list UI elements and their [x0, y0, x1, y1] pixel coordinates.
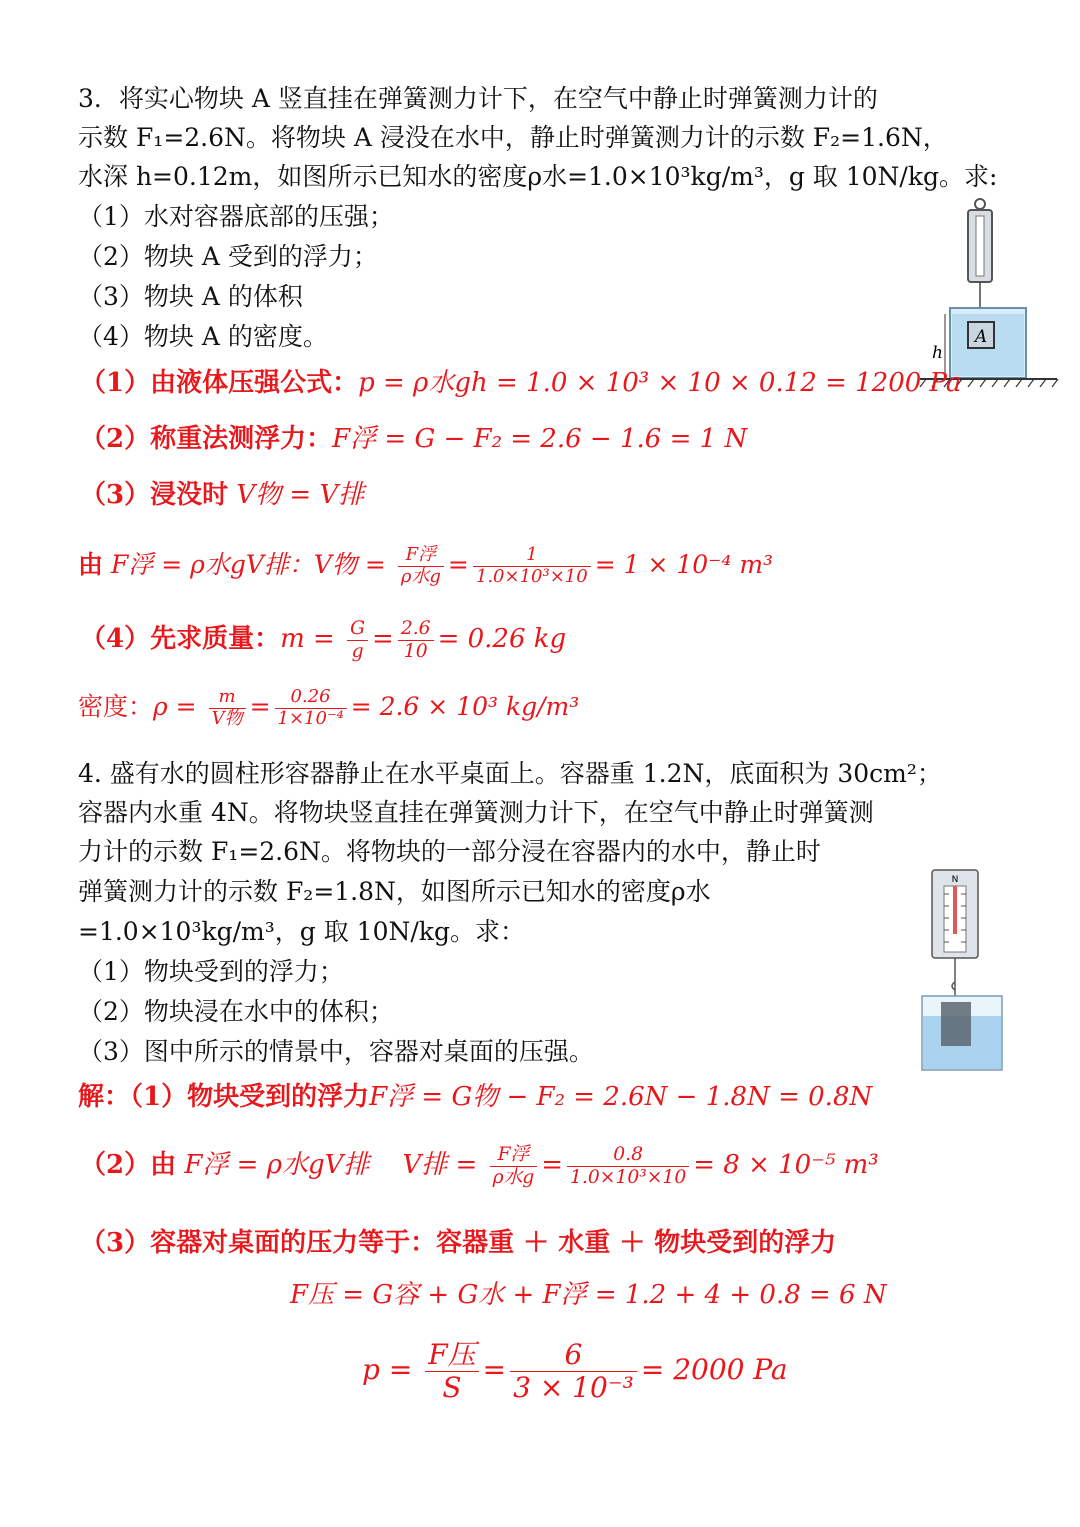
- q4-stem-line-2: 容器内水重 4N。将物块竖直挂在弹簧测力计下，在空气中静止时弹簧测: [78, 798, 874, 827]
- q4-fraction-2-den: 1.0×10³×10: [570, 1166, 687, 1188]
- q4-answer-3-formula: F压 = G容 + G水 + F浮 = 1.2 + 4 + 0.8 = 6 N: [290, 1280, 887, 1310]
- q3-fraction-2-den: 1.0×10³×10: [475, 566, 588, 587]
- q3-answer-4b-lhs: ρ =: [153, 692, 197, 721]
- spring-scale-icon: [968, 199, 992, 322]
- q3-answer-2: [80, 422, 747, 456]
- q4-fraction-3-num: F压: [425, 1339, 478, 1372]
- scale-unit-label: N: [951, 875, 959, 885]
- q3-answer-4-lhs: m =: [280, 624, 335, 654]
- q4-fraction-1-den: ρ水g: [492, 1166, 535, 1188]
- q4-stem-line-5: =1.0×10³kg/m³，g 取 10N/kg。求：: [78, 917, 525, 946]
- q4-stem-line-3: 力计的示数 F₁=2.6N。将物块的一部分浸在容器内的水中，静止时: [78, 837, 821, 866]
- q3-answer-4: （4）先求质量：m = $\frac{G}{g}$ = $\frac{2.6}{10}$ = 0.26 kg: [80, 617, 567, 662]
- q4-answer-2-result: = 8 × 10⁻⁵ m³: [693, 1150, 879, 1180]
- q3-answer-3-prefix: （3）浸没时: [80, 480, 229, 510]
- q3-stem-line-3: 水深 h=0.12m，如图所示已知水的密度ρ水=1.0×10³kg/m³，g 取 10N/kg。求:: [78, 162, 998, 191]
- q3-answer-3-formula: V物 = V排: [236, 480, 365, 510]
- q3-answer-2-formula: F浮 = G − F₂ = 2.6 − 1.6 = 1 N: [332, 424, 748, 454]
- q3-fraction-1-den: ρ水g: [400, 566, 441, 587]
- q3-fraction-5-den: V物: [211, 708, 243, 729]
- q4-fraction-2-num: 0.8: [567, 1144, 689, 1167]
- q3-answer-4b-prefix: 密度：: [78, 692, 154, 721]
- q4-answer-2: （2）由 F浮 = ρ水gV排 V排 = $\frac{\text{F浮}}{\text{ρ水g}}$ = $\frac{0.8}{\text{1.0×10³×10}}$ = 8 × 10⁻⁵ m³: [80, 1143, 879, 1188]
- q4-fraction-1-num: F浮: [490, 1144, 538, 1167]
- q3-answer-3b: 由 F浮 = ρ水gV排：V物 = $\frac{\text{F浮}}{\text{ρ水g}}$ = $\frac{1}{\text{1.0×10³×10}}$ = 1 × 10⁻⁴ m³: [78, 544, 774, 587]
- q3-fraction-5-num: m: [209, 687, 246, 709]
- q4-answer-3b: p = $\frac{\text{F压}}{S}$ = $\frac{6}{\text{3 × 10⁻³}}$ = 2000 Pa: [362, 1337, 788, 1404]
- q4-question-1: （1）物块受到的浮力；: [78, 957, 344, 986]
- q3-fraction-3-den: g: [351, 640, 364, 662]
- q3-fraction-1: [398, 545, 444, 587]
- q4-answer-3: （3）容器对桌面的压力等于：容器重 ＋ 水重 ＋ 物块受到的浮力: [80, 1228, 837, 1258]
- q3-question-3: （3）物块 A 的体积: [78, 282, 303, 311]
- q3-question-1: （1）水对容器底部的压强；: [78, 202, 394, 231]
- q4-question-2: （2）物块浸在水中的体积；: [78, 997, 394, 1026]
- q4-stem-line-4: 弹簧测力计的示数 F₂=1.8N，如图所示已知水的密度ρ水: [78, 877, 711, 906]
- q3-fraction-4: [398, 618, 434, 662]
- q3-answer-4-result: = 0.26 kg: [437, 624, 567, 654]
- q4-question-3: （3）图中所示的情景中，容器对桌面的压强。: [78, 1037, 594, 1066]
- q3-fraction-1-num: F浮: [398, 545, 444, 567]
- q3-question-4: （4）物块 A 的密度。: [78, 322, 328, 351]
- q3-fraction-3: [347, 618, 368, 662]
- q3-answer-1-formula: p = ρ水gh = 1.0 × 10³ × 10 × 0.12 = 1200 Pa: [358, 368, 962, 398]
- q3-fraction-6: [275, 687, 347, 729]
- q4-figure: [912, 866, 1022, 1076]
- q3-fraction-4-num: 2.6: [398, 618, 434, 641]
- q4-answer-3b-result: = 2000 Pa: [640, 1353, 788, 1386]
- q3-answer-3: [80, 478, 364, 512]
- q4-fraction-2: [567, 1144, 689, 1188]
- q4-answer-1-prefix: 解：（1）物块受到的浮力: [78, 1082, 370, 1112]
- q4-answer-1-formula: F浮 = G物 − F₂ = 2.6N − 1.8N = 0.8N: [369, 1082, 873, 1112]
- q3-answer-4b: 密度：ρ = $\frac{m}{\text{V物}}$ = $\frac{0.26}{\text{1×10⁻⁴}}$ = 2.6 × 10³ kg/m³: [78, 686, 580, 729]
- q3-stem-line-2: 示数 F₁=2.6N。将物块 A 浸没在水中，静止时弹簧测力计的示数 F₂=1.6N，: [78, 123, 948, 152]
- q3-answer-3b-result: = 1 × 10⁻⁴ m³: [594, 550, 774, 579]
- q3-answer-3b-prefix: 由: [78, 550, 104, 579]
- q4-fraction-1: [490, 1144, 538, 1188]
- block-a-label: A: [974, 327, 988, 347]
- q4-fraction-4: [510, 1339, 637, 1404]
- q3-fraction-5: [209, 687, 246, 729]
- q4-fraction-3-den: S: [442, 1371, 462, 1404]
- q3-question-2: （2）物块 A 受到的浮力；: [78, 242, 378, 271]
- q3-answer-1: [80, 366, 961, 400]
- q3-answer-2-prefix: （2）称重法测浮力：: [80, 424, 333, 454]
- q3-answer-3b-relation: F浮 = ρ水gV排：V物 =: [110, 550, 386, 579]
- q4-stem-line-1: 4. 盛有水的圆柱形容器静止在水平桌面上。容器重 1.2N，底面积为 30cm²；: [78, 759, 942, 788]
- q3-fraction-3-num: G: [347, 618, 368, 641]
- q4-answer-1: [78, 1080, 872, 1114]
- q4-fraction-3: [425, 1339, 478, 1404]
- q4-answer-3b-lhs: p =: [362, 1353, 413, 1386]
- q3-fraction-2: [473, 545, 591, 587]
- q3-fraction-4-den: 10: [403, 640, 428, 662]
- q3-fraction-6-den: 1×10⁻⁴: [277, 708, 344, 729]
- depth-label: h: [932, 343, 943, 363]
- q4-answer-2-lhs: V排 =: [402, 1150, 478, 1180]
- q3-stem-line-1: 3．将实心物块 A 竖直挂在弹簧测力计下，在空气中静止时弹簧测力计的: [78, 84, 878, 113]
- q3-answer-4b-result: = 2.6 × 10³ kg/m³: [350, 692, 580, 721]
- q3-fraction-6-num: 0.26: [275, 687, 347, 709]
- q4-answer-2-prefix: （2）由: [80, 1150, 177, 1180]
- q4-answer-2-relation: F浮 = ρ水gV排: [184, 1150, 370, 1180]
- q3-fraction-2-num: 1: [473, 545, 591, 567]
- q3-answer-1-prefix: （1）由液体压强公式：: [80, 368, 359, 398]
- spring-scale-icon: [932, 870, 978, 1002]
- q4-fraction-4-num: 6: [510, 1339, 637, 1372]
- q3-answer-4-prefix: （4）先求质量：: [80, 624, 281, 654]
- q4-fraction-4-den: 3 × 10⁻³: [513, 1371, 634, 1404]
- block: [941, 1002, 971, 1046]
